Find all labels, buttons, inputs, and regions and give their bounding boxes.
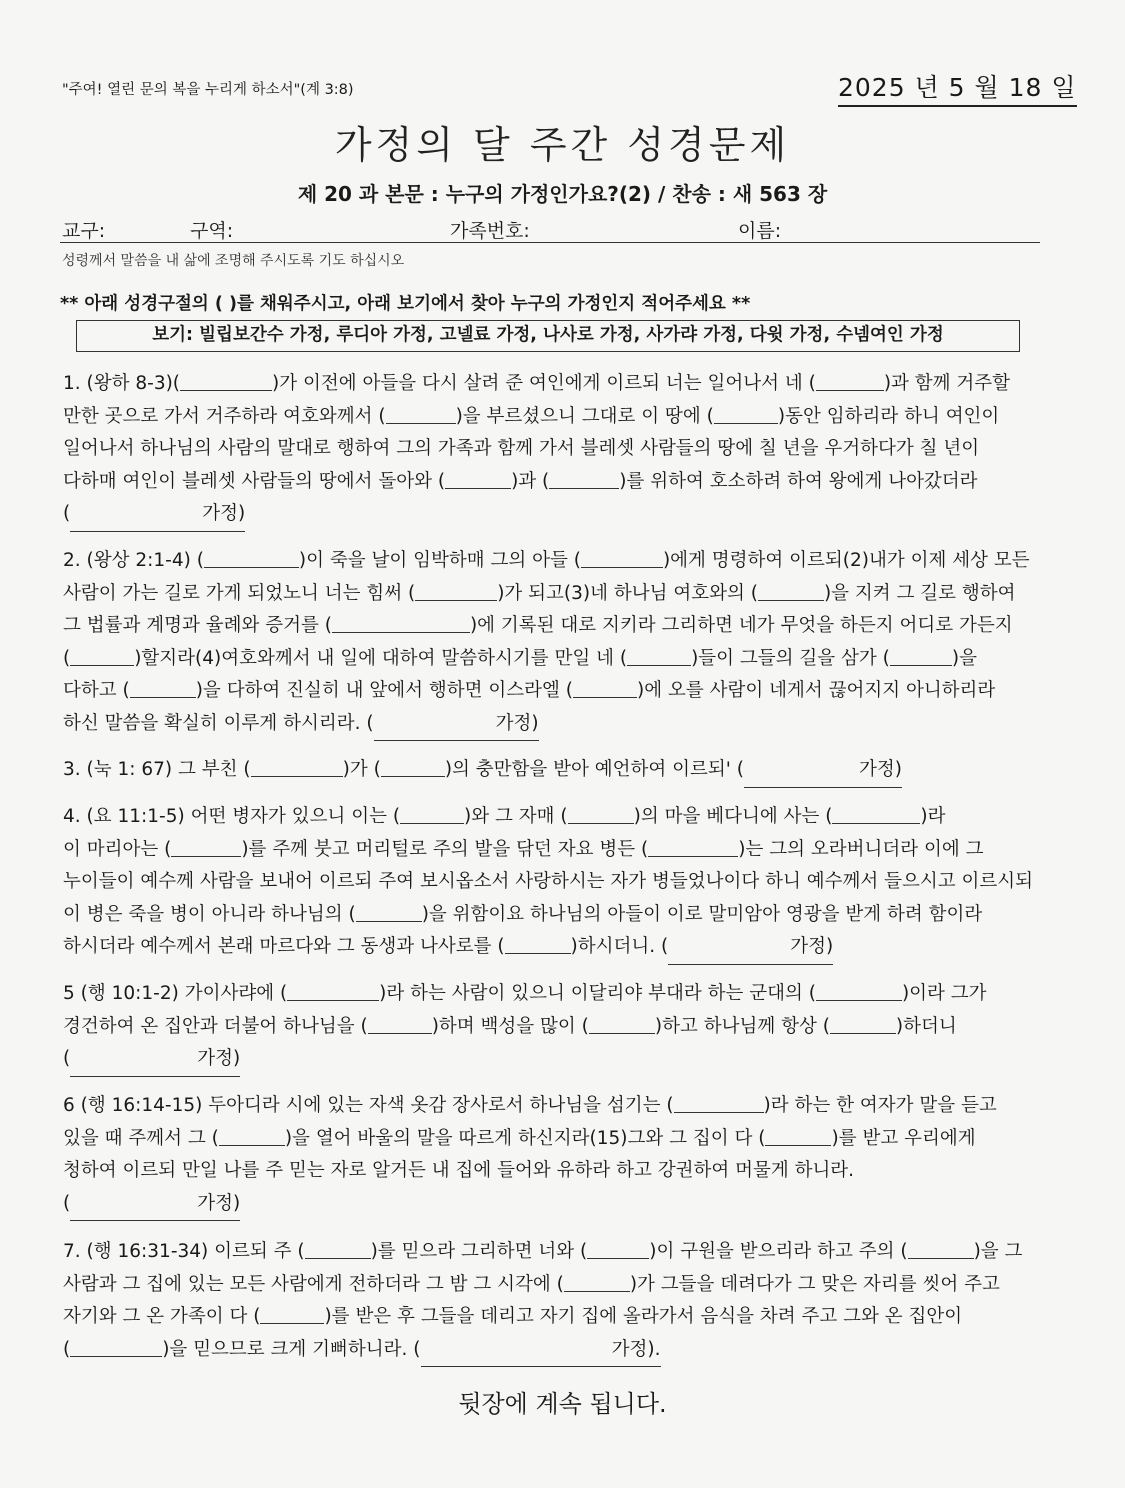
q-text: )라 하는 사람이 있으니 이달리야 부대라 하는 군대의 (: [379, 983, 816, 1004]
q-text: )의 충만함을 받아 예언하여 이르되' (: [444, 759, 744, 780]
blank[interactable]: [260, 1305, 324, 1324]
q-text: )과 함께 거주할: [883, 373, 1011, 394]
q-text: )하고 하나님께 항상 (: [654, 1015, 830, 1037]
question-6: 6 (행 16:14-15) 두아디라 시에 있는 자색 옷감 장사로서 하나님을 섬기는 ( )라 하는 한 여자가 말을 듣고 있을 때 주께서 그 ( )을 열어 바울의 말을 따르게 하신지라(15)그와 그 집이 다 ( )를 받고 우리에게 청하여 이르되 만일 나를 주 믿는 자로 알거든 내 집에 들어와 유하라 하고 강권하여 머물게 하니라. ( 가정): [63, 1090, 1063, 1221]
blank[interactable]: [130, 679, 196, 698]
answer-blank[interactable]: 가정): [70, 1188, 240, 1222]
q-text: 사람이 가는 길로 가게 되었노니 너는 힘써 (: [63, 582, 416, 604]
blank[interactable]: [587, 1240, 649, 1259]
q-text: 7. (행 16:31-34) 이르되 주 (: [63, 1241, 305, 1262]
question-1: 1. (왕하 8-3)( )가 이전에 아들을 다시 살려 준 여인에게 이르되 너는 일어나서 네 ( )과 함께 거주할 만한 곳으로 가서 거주하라 여호와께서 ( )을 부르셨으니 그대로 이 땅에 ( )동안 임하리라 하니 여인이 일어나서 하나님의 사람의 말대로 행하여 그의 가족과 함께 가서 블레셋 사람들의 땅에 칠 년을 우거하다가 칠 년이 다하매 여인이 블레셋 사람들의 땅에서 돌아와 ( )과 ( )를 위하여 호소하려 하여 왕에게 나아갔더라 ( 가정): [63, 368, 1063, 532]
q-text: )를 주께 붓고 머리털로 주의 발을 닦던 자요 병든 (: [241, 838, 649, 860]
blank[interactable]: [573, 679, 637, 698]
q-text: 다하매 여인이 블레셋 사람들의 땅에서 돌아와 (: [63, 470, 446, 492]
blank[interactable]: [332, 614, 470, 633]
q-text: 있을 때 주께서 그 (: [63, 1127, 219, 1149]
q-text: )하더니: [895, 1015, 957, 1037]
q-text: )를 받은 후 그들을 데리고 자기 집에 올라가서 음식을 차려 주고 그와 온 집안이: [324, 1306, 963, 1327]
question-4: [63, 801, 1063, 965]
blank[interactable]: [381, 758, 445, 777]
q-text: )이 죽을 날이 임박하매 그의 아들 (: [298, 550, 581, 571]
q-text: )이 구원을 받으리라 하고 주의 (: [649, 1241, 908, 1262]
lesson-subtitle: 제 20 과 본문 : 누구의 가정인가요?(2) / 찬송 : 새 563 장: [297, 182, 828, 206]
q-text: )하며 백성을 많이 (: [431, 1015, 589, 1037]
q-text: (: [63, 1338, 71, 1360]
blank[interactable]: [171, 838, 241, 857]
blank[interactable]: [70, 647, 134, 666]
blank[interactable]: [305, 1240, 371, 1259]
info-row: [60, 216, 1040, 243]
q-text: )라 하는 한 여자가 말을 듣고: [763, 1095, 997, 1116]
q-text: 이 병은 죽을 병이 아니라 하나님의 (: [63, 903, 356, 925]
q-text: 그 법률과 계명과 율례와 증거를 (: [63, 615, 332, 636]
name-label: 이름:: [738, 220, 782, 242]
q-text: )가 되고(3)네 하나님 여호와의 (: [497, 582, 758, 604]
answer-blank[interactable]: 가정): [374, 708, 539, 742]
q-text: 5 (행 10:1-2) 가이사랴에 (: [63, 983, 288, 1004]
q-text: 하신 말씀을 확실히 이루게 하시리라. (: [63, 712, 374, 734]
blank[interactable]: [70, 1338, 162, 1357]
blank[interactable]: [287, 982, 379, 1001]
q-text: 자기와 그 온 가족이 다 (: [63, 1306, 261, 1327]
q-text: )의 마을 베다니에 사는 (: [633, 806, 833, 827]
q-text: )을 위함이요 하나님의 아들이 이로 말미암아 영광을 받게 하려 함이라: [421, 903, 983, 925]
q-text: )을: [951, 647, 977, 669]
blank[interactable]: [400, 805, 464, 824]
blank[interactable]: [765, 1127, 831, 1146]
blank[interactable]: [674, 1094, 764, 1113]
q-text: )들이 그들의 길을 삼가 (: [691, 647, 890, 669]
answer-blank[interactable]: 가정): [668, 931, 833, 965]
blank[interactable]: [386, 405, 456, 424]
date: 2025 년 5 월 18 일: [838, 68, 1077, 107]
q-text: )이라 그가: [901, 983, 987, 1004]
q-text: )를 믿으라 그리하면 너와 (: [370, 1241, 588, 1262]
q-text: )를 받고 우리에게: [831, 1127, 976, 1149]
q-text: 1. (왕하 8-3)(: [63, 373, 181, 394]
question-5: 5 (행 10:1-2) 가이사랴에 ( )라 하는 사람이 있으니 이달리야 부대라 하는 군대의 ( )이라 그가 경건하여 온 집안과 더불어 하나님을 ( )하며 백성을 많이 ( )하고 하나님께 항상 ( )하더니 ( 가정): [63, 978, 1063, 1077]
q-text: 사람과 그 집에 있는 모든 사람에게 전하더라 그 밤 그 시각에 (: [63, 1273, 564, 1295]
q-text: )을 지켜 그 길로 행하여: [823, 582, 1016, 604]
continued-note: 뒷장에 계속 됩니다.: [458, 1390, 667, 1418]
question-3: [63, 754, 1063, 788]
q-text: )을 다하여 진실히 내 앞에서 행하면 이스라엘 (: [195, 680, 573, 701]
q-text: )와 그 자매 (: [464, 806, 568, 827]
blank[interactable]: [648, 838, 738, 857]
prayer-note: 성령께서 말씀을 내 삶에 조명해 주시도록 기도 하십시오: [62, 253, 405, 269]
blank[interactable]: [816, 372, 884, 391]
instruction: ** 아래 성경구절의 ( )를 채워주시고, 아래 보기에서 찾아 누구의 가정인지 적어주세요 **: [60, 294, 751, 314]
q-text: )을 열어 바울의 말을 따르게 하신지라(15)그와 그 집이 다 (: [284, 1127, 766, 1149]
answer-blank[interactable]: 가정): [70, 1043, 240, 1077]
q-text: 이 마리아는 (: [63, 838, 172, 860]
blank[interactable]: [890, 647, 952, 666]
q-text: )동안 임하리라 하니 여인이: [777, 405, 1000, 427]
q-text: 4. (요 11:1-5) 어떤 병자가 있으니 이는 (: [63, 806, 401, 827]
page-title: 가정의 달 주간 성경문제: [334, 123, 791, 167]
blank[interactable]: [832, 805, 920, 824]
choices-box: 보기: 빌립보간수 가정, 루디아 가정, 고넬료 가정, 나사로 가정, 사가랴 가정, 다윗 가정, 수넴여인 가정: [76, 320, 1020, 352]
q-text: )에게 명령하여 이르되(2)내가 이제 세상 모든: [662, 550, 1030, 571]
motto: "주여! 열린 문의 복을 누리게 하소서"(계 3:8): [62, 82, 354, 98]
q-text: )을 믿으므로 크게 기뻐하니라. (: [162, 1338, 421, 1360]
q-text: 다하고 (: [63, 680, 130, 701]
q-text: )가 그들을 데려다가 그 맞은 자리를 씻어 주고: [629, 1273, 1000, 1295]
answer-blank[interactable]: 가정): [70, 498, 245, 532]
blank[interactable]: [445, 470, 511, 489]
blank[interactable]: [908, 1240, 974, 1259]
answer-blank[interactable]: 가정).: [421, 1334, 661, 1368]
blank[interactable]: [568, 805, 634, 824]
blank[interactable]: [758, 582, 824, 601]
parish-label: 교구:: [62, 220, 106, 242]
q-text: )에 기록된 대로 지키라 그리하면 네가 무엇을 하든지 어디로 가든지: [469, 615, 1013, 636]
blank[interactable]: [356, 903, 422, 922]
q-text: )가 (: [342, 759, 381, 780]
q-text: 하시더라 예수께서 본래 마르다와 그 동생과 나사로를 (: [63, 936, 505, 957]
q-text: 일어나서 하나님의 사람의 말대로 행하여 그의 가족과 함께 가서 블레셋 사람들의 땅에 칠 년을 우거하다가 칠 년이: [63, 438, 980, 459]
blank[interactable]: [830, 1015, 896, 1034]
question-2: [63, 545, 1063, 741]
q-text: 2. (왕상 2:1-4) (: [63, 550, 204, 571]
q-text: 청하여 이르되 만일 나를 주 믿는 자로 알거든 내 집에 들어와 유하라 하고 강권하여 머물게 하니라.: [63, 1160, 855, 1181]
q-text: (: [63, 647, 71, 669]
q-text: )을 그: [973, 1241, 1023, 1262]
q-text: )에 오를 사람이 네게서 끊어지지 아니하리라: [637, 680, 996, 701]
blank[interactable]: [589, 1015, 655, 1034]
blank[interactable]: [219, 1127, 285, 1146]
blank[interactable]: [627, 647, 691, 666]
blank[interactable]: [564, 1273, 630, 1292]
blank[interactable]: [204, 549, 299, 568]
blank[interactable]: [505, 935, 571, 954]
blank[interactable]: [368, 1015, 432, 1034]
q-text: )을 부르셨으니 그대로 이 땅에 (: [455, 405, 714, 427]
blank[interactable]: [714, 405, 778, 424]
q-text: )라: [920, 806, 946, 827]
blank[interactable]: [816, 982, 902, 1001]
blank[interactable]: [549, 470, 619, 489]
q-text: )할지라(4)여호와께서 내 일에 대하여 말씀하시기를 만일 네 (: [134, 647, 628, 669]
q-text: 누이들이 예수께 사람을 보내어 이르되 주여 보시옵소서 사랑하시는 자가 병들었나이다 하니 예수께서 들으시고 이르시되: [63, 871, 1034, 892]
blank[interactable]: [180, 372, 272, 391]
question-7: [63, 1236, 1063, 1367]
q-text: 3. (눅 1: 67) 그 부친 (: [63, 759, 251, 780]
q-text: 6 (행 16:14-15) 두아디라 시에 있는 자색 옷감 장사로서 하나님을 섬기는 (: [63, 1095, 674, 1116]
q-text: )과 (: [511, 470, 550, 492]
blank[interactable]: [581, 549, 663, 568]
q-text: )하시더니. (: [570, 936, 669, 957]
blank[interactable]: [415, 582, 497, 601]
q-text: 경건하여 온 집안과 더불어 하나님을 (: [63, 1015, 368, 1037]
q-text: )는 그의 오라버니더라 이에 그: [738, 838, 984, 860]
q-text: 만한 곳으로 가서 거주하라 여호와께서 (: [63, 405, 386, 427]
answer-blank[interactable]: 가정): [744, 754, 902, 788]
q-text: )를 위하여 호소하려 하여 왕에게 나아갔더라: [619, 470, 978, 492]
q-text: )가 이전에 아들을 다시 살려 준 여인에게 이르되 너는 일어나서 네 (: [272, 373, 816, 394]
district-label: 구역:: [190, 220, 234, 242]
family-number-label: 가족번호:: [450, 220, 530, 242]
blank[interactable]: [251, 758, 343, 777]
